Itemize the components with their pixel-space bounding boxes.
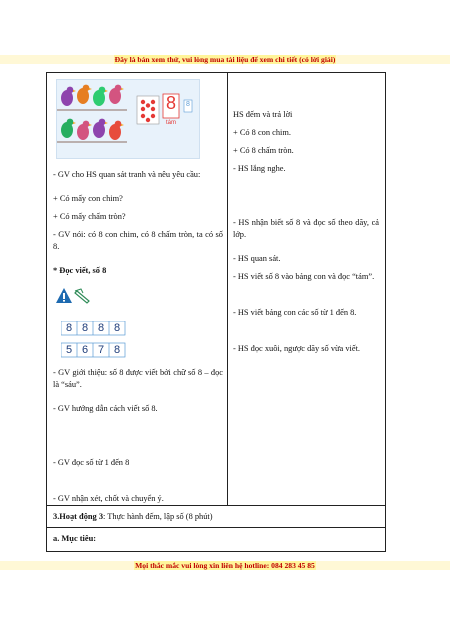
row-divider <box>47 527 385 528</box>
bird-icon <box>77 121 92 140</box>
dot-card <box>137 96 159 124</box>
left-introduce: - GV giới thiệu: số 8 được viết bởi chữ số 8 – đọc là “sáu”. <box>53 368 223 389</box>
practice-cell: 5 <box>65 344 73 356</box>
activity-text: : Thực hành đếm, lập số (8 phút) <box>103 512 213 521</box>
left-read-numbers: - GV đọc số từ 1 đến 8 <box>53 458 130 467</box>
left-conclude: - GV nhận xét, chốt và chuyển ý. <box>53 494 164 503</box>
column-divider <box>227 73 228 505</box>
left-instruction-1: - GV cho HS quan sát tranh và nêu yêu cầu: <box>53 170 201 179</box>
practice-cell: 8 <box>65 322 73 334</box>
pencil-hand-icon <box>75 289 89 303</box>
warning-icon <box>56 288 72 303</box>
bird-icon <box>109 85 124 104</box>
practice-cell: 8 <box>113 322 121 334</box>
number-card-digit: 8 <box>165 93 176 113</box>
lesson-picture <box>56 79 200 159</box>
practice-cell: 8 <box>113 344 121 356</box>
bird-icon <box>77 85 92 104</box>
bird-icon <box>61 119 76 138</box>
right-answer-1: + Có 8 con chim. <box>233 128 291 137</box>
birds-illustration <box>57 80 199 158</box>
right-read-sequence: - HS đọc xuôi, ngược dãy số vừa viết. <box>233 344 361 353</box>
activity-heading <box>53 511 383 523</box>
right-answer-2: + Có 8 chấm tròn. <box>233 146 294 155</box>
activity-label: 3.Hoạt động 3 <box>53 512 104 521</box>
bird-icon <box>61 87 76 106</box>
right-listen: - HS lắng nghe. <box>233 164 286 173</box>
bird-icon <box>93 119 108 138</box>
footer-notice: Mọi thắc mắc vui lòng xin liên hệ hotline: 084 283 45 85 <box>0 561 450 570</box>
right-answer-intro: HS đếm và trả lời <box>233 110 293 119</box>
right-write-sequence: - HS viết bảng con các số từ 1 đến 8. <box>233 308 357 317</box>
left-explain: - GV nói: có 8 con chim, có 8 chấm tròn, ta có số 8. <box>53 230 223 251</box>
bird-icon <box>109 121 124 140</box>
left-question-2: + Có mấy chấm tròn? <box>53 212 126 221</box>
small-number-digit: 8 <box>186 101 190 108</box>
lesson-table <box>46 72 386 552</box>
practice-cell: 7 <box>97 344 105 356</box>
number-card-word: tám <box>165 120 176 126</box>
bird-icon <box>93 87 108 106</box>
practice-cell: 8 <box>81 322 89 334</box>
right-recognize: - HS nhận biết số 8 và đọc số theo dãy, cả lớp. <box>233 218 379 239</box>
right-write-board: - HS viết số 8 vào bảng con và đọc “tám”. <box>233 272 375 281</box>
practice-cell: 8 <box>97 322 105 334</box>
row-divider <box>47 505 385 506</box>
read-write-icons <box>55 287 95 305</box>
header-notice: Đây là bản xem thử, vui lòng mua tài liệu để xem chi tiết (có lời giải) <box>0 55 450 64</box>
left-guide: - GV hướng dẫn cách viết số 8. <box>53 404 158 413</box>
left-question-1: + Có mấy con chim? <box>53 194 123 203</box>
right-observe: - HS quan sát. <box>233 254 281 263</box>
practice-cell: 6 <box>81 344 89 356</box>
practice-grid <box>61 321 127 359</box>
left-section-heading: * Đọc viết, số 8 <box>53 266 107 275</box>
objective-label: a. Mục tiêu: <box>53 534 97 543</box>
